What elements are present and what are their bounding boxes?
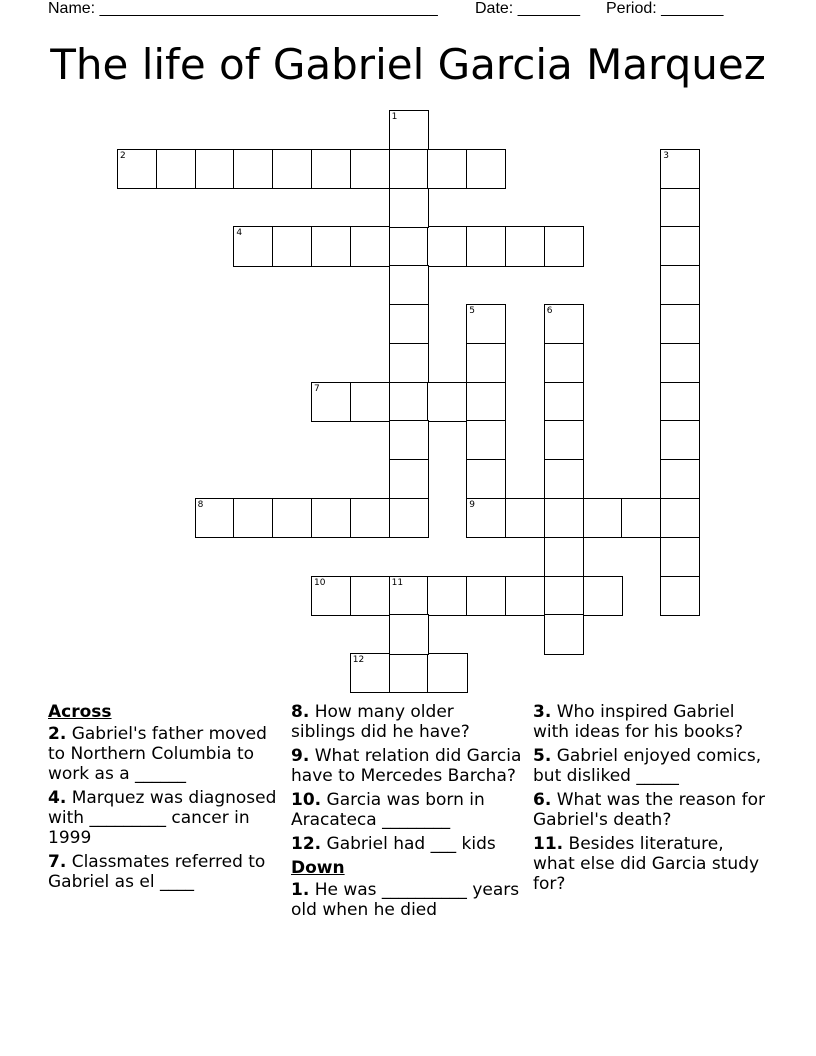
- cell-number: 3: [663, 150, 669, 161]
- grid-cell[interactable]: [427, 382, 467, 422]
- grid-cell[interactable]: [311, 498, 351, 538]
- grid-cell[interactable]: [311, 149, 351, 189]
- grid-cell[interactable]: [544, 343, 584, 383]
- date-field[interactable]: Date: _______: [475, 0, 580, 17]
- period-field[interactable]: Period: _______: [606, 0, 724, 17]
- grid-cell[interactable]: [350, 498, 390, 538]
- grid-cell[interactable]: [505, 226, 545, 266]
- grid-cell[interactable]: [466, 382, 506, 422]
- page-title: The life of Gabriel Garcia Marquez: [50, 40, 766, 89]
- grid-cell[interactable]: [233, 226, 273, 266]
- grid-cell[interactable]: [660, 537, 700, 577]
- grid-cell[interactable]: [660, 498, 700, 538]
- grid-cell[interactable]: [466, 149, 506, 189]
- clue-down-5: 5. Gabriel enjoyed comics, but disliked _____: [533, 746, 762, 786]
- grid-cell[interactable]: [466, 498, 506, 538]
- grid-cell[interactable]: [195, 149, 235, 189]
- cell-number: 7: [314, 383, 320, 394]
- grid-cell[interactable]: [583, 498, 623, 538]
- clue-down-3: 3. Who inspired Gabriel with ideas for his books?: [533, 702, 743, 742]
- down-heading: Down: [291, 858, 345, 878]
- grid-cell[interactable]: [389, 304, 429, 344]
- clue-down-6: 6. What was the reason for Gabriel's death?: [533, 790, 765, 830]
- grid-cell[interactable]: [544, 537, 584, 577]
- grid-cell[interactable]: [350, 149, 390, 189]
- clue-across-4: 4. Marquez was diagnosed with _________ cancer in 1999: [48, 788, 277, 848]
- grid-cell[interactable]: [389, 576, 429, 616]
- grid-cell[interactable]: [389, 188, 429, 228]
- grid-cell[interactable]: [660, 576, 700, 616]
- clue-across-9: 9. What relation did Garcia have to Mercedes Barcha?: [291, 746, 522, 786]
- across-heading: Across: [48, 702, 112, 722]
- grid-cell[interactable]: [233, 149, 273, 189]
- grid-cell[interactable]: [583, 576, 623, 616]
- grid-cell[interactable]: [466, 576, 506, 616]
- grid-cell[interactable]: [117, 149, 157, 189]
- cell-number: 8: [197, 500, 204, 510]
- grid-cell[interactable]: [350, 382, 390, 422]
- grid-cell[interactable]: [660, 343, 700, 383]
- grid-cell[interactable]: [427, 226, 467, 266]
- grid-cell[interactable]: [621, 498, 661, 538]
- grid-cell[interactable]: [389, 459, 429, 499]
- clue-down-1: 1. He was __________ years old when he died: [291, 880, 520, 920]
- grid-cell[interactable]: [389, 149, 429, 189]
- grid-cell[interactable]: [505, 498, 545, 538]
- cell-number: 12: [352, 655, 365, 666]
- grid-cell[interactable]: [272, 149, 312, 189]
- grid-cell[interactable]: [233, 498, 273, 538]
- clue-across-2: 2. Gabriel's father moved to Northern Columbia to work as a ______: [48, 724, 267, 784]
- grid-cell[interactable]: [389, 382, 429, 422]
- grid-cell[interactable]: [505, 576, 545, 616]
- grid-cell[interactable]: [389, 653, 429, 693]
- grid-cell[interactable]: [544, 420, 584, 460]
- grid-cell[interactable]: [272, 226, 312, 266]
- grid-cell[interactable]: [311, 576, 351, 616]
- grid-cell[interactable]: [544, 459, 584, 499]
- grid-cell[interactable]: [466, 459, 506, 499]
- grid-cell[interactable]: [544, 304, 584, 344]
- clues-column-1: [48, 702, 280, 896]
- grid-cell[interactable]: [389, 343, 429, 383]
- grid-cell[interactable]: [195, 498, 235, 538]
- grid-cell[interactable]: [272, 498, 312, 538]
- grid-cell[interactable]: [660, 382, 700, 422]
- grid-cell[interactable]: [660, 265, 700, 305]
- clue-down-11: 11. Besides literature, what else did Garcia study for?: [533, 834, 760, 894]
- grid-cell[interactable]: [544, 614, 584, 654]
- cell-number: 4: [236, 228, 243, 239]
- grid-cell[interactable]: [350, 576, 390, 616]
- cell-number: 10: [314, 577, 326, 588]
- grid-cell[interactable]: [427, 149, 467, 189]
- grid-cell[interactable]: [389, 265, 429, 305]
- name-field[interactable]: Name: ______________________________________: [48, 0, 438, 17]
- grid-cell[interactable]: [466, 304, 506, 344]
- grid-cell[interactable]: [660, 188, 700, 228]
- grid-cell[interactable]: [660, 420, 700, 460]
- grid-cell[interactable]: [466, 420, 506, 460]
- grid-cell[interactable]: [311, 382, 351, 422]
- grid-cell[interactable]: [660, 304, 700, 344]
- grid-cell[interactable]: [389, 614, 429, 654]
- grid-cell[interactable]: [660, 149, 700, 189]
- grid-cell[interactable]: [427, 653, 467, 693]
- grid-cell[interactable]: [156, 149, 196, 189]
- cell-number: 11: [391, 577, 404, 588]
- grid-cell[interactable]: [350, 226, 390, 266]
- clue-across-8: 8. How many older siblings did he have?: [291, 702, 470, 742]
- grid-cell[interactable]: [389, 498, 429, 538]
- grid-cell[interactable]: [389, 226, 429, 266]
- cell-number: 9: [469, 500, 475, 510]
- grid-cell[interactable]: [466, 226, 506, 266]
- grid-cell[interactable]: [389, 110, 429, 150]
- cell-number: 2: [120, 150, 126, 161]
- cell-number: 5: [469, 306, 475, 316]
- grid-cell[interactable]: [311, 226, 351, 266]
- clues-column-3: [533, 702, 765, 898]
- grid-cell[interactable]: [389, 420, 429, 460]
- clue-across-10: 10. Garcia was born in Aracateca ________: [291, 790, 485, 830]
- cell-number: 1: [391, 112, 398, 122]
- cell-number: 6: [546, 306, 553, 316]
- grid-cell[interactable]: [544, 226, 584, 266]
- clue-across-7: 7. Classmates referred to Gabriel as el ____: [48, 852, 266, 892]
- clue-across-12: 12. Gabriel had ___ kids: [291, 834, 496, 854]
- clues-column-2: [291, 702, 523, 924]
- grid-cell[interactable]: [660, 459, 700, 499]
- grid-cell[interactable]: [427, 576, 467, 616]
- grid-cell[interactable]: [544, 382, 584, 422]
- grid-cell[interactable]: [660, 226, 700, 266]
- grid-cell[interactable]: [544, 498, 584, 538]
- grid-cell[interactable]: [544, 576, 584, 616]
- grid-cell[interactable]: [466, 343, 506, 383]
- grid-cell[interactable]: [350, 653, 390, 693]
